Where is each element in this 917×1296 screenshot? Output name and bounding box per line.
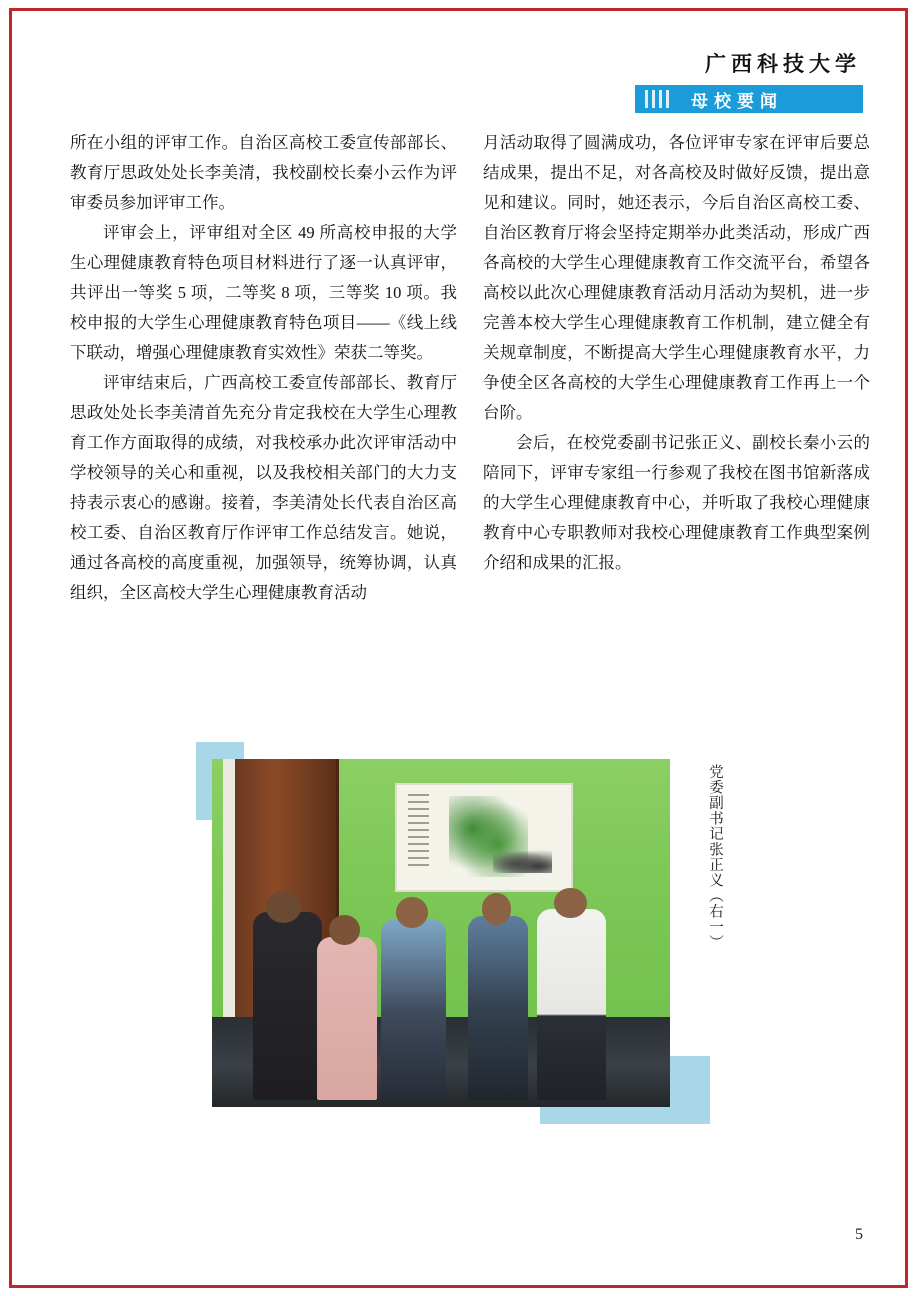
page-border-left [9,8,12,1288]
banner-stripes-icon [645,90,669,108]
paragraph: 所在小组的评审工作。自治区高校工委宣传部部长、教育厅思政处处长李美清，我校副校长秦小云作为评审委员参加评审工作。 [70,133,457,212]
section-title: 母校要闻 [691,91,783,111]
photo-block [196,742,723,1142]
photo-person [253,912,322,1100]
page-border-right [905,8,908,1288]
page-border-bottom [9,1285,908,1288]
section-banner [635,85,863,113]
paragraph: 月活动取得了圆满成功，各位评审专家在评审后要总结成果，提出不足，对各高校及时做好反馈，提出意见和建议。同时，她还表示，今后自治区高校工委、自治区教育厅将会坚持定期举办此类活动，形成广西各高校的大学生心理健康教育工作交流平台，希望各高校以此次心理健康教育活动月活动为契机，进一步完善本校大学生心理健康教育工作机制，建立健全有关规章制度，不断提高大学生心理健康教育水平，力争使全区各高校的大学生心理健康教育工作再上一个台阶。 [483,133,870,422]
photo-caption: 党委副书记张正义（右一） [707,764,723,950]
photo-person [381,919,445,1100]
photo-person-head [396,897,428,928]
photo-artwork-calligraphy [408,794,429,867]
university-title: 广西科技大学 [705,52,861,76]
column-left [70,128,457,608]
article-body [70,128,870,608]
paragraph: 评审会上，评审组对全区 49 所高校申报的大学生心理健康教育特色项目材料进行了逐一认真评审，共评出一等奖 5 项，二等奖 8 项，三等奖 10 项。我校申报的大学生心理健康教育特色项目——《线上线下联动，增强心理健康教育实效性》荣获二等奖。 [70,223,457,362]
photo-person [468,916,528,1100]
photo-person [537,909,606,1100]
masthead [483,52,863,113]
photo-person [317,937,377,1101]
photo-person-head [329,915,360,944]
page-border-top [9,8,908,11]
photo-artwork-stones [493,850,552,873]
article-photo [212,759,670,1107]
column-right [483,128,870,608]
photo-person-head [482,893,512,924]
paragraph: 会后，在校党委副书记张正义、副校长秦小云的陪同下，评审专家组一行参观了我校在图书馆新落成的大学生心理健康教育中心，并听取了我校心理健康教育中心专职教师对我校心理健康教育工作典型案例介绍和成果的汇报。 [483,433,870,572]
photo-person-head [554,888,587,919]
photo-wall-artwork [395,783,573,891]
photo-person-head [266,891,302,923]
page-number: 5 [855,1226,863,1243]
paragraph: 评审结束后，广西高校工委宣传部部长、教育厅思政处处长李美清首先充分肯定我校在大学生心理教育工作方面取得的成绩，对我校承办此次评审活动中学校领导的关心和重视，以及我校相关部门的大力支持表示衷心的感谢。接着，李美清处长代表自治区高校工委、自治区教育厅作评审工作总结发言。她说，通过各高校的高度重视，加强领导，统筹协调，认真组织，全区高校大学生心理健康教育活动 [70,373,457,602]
